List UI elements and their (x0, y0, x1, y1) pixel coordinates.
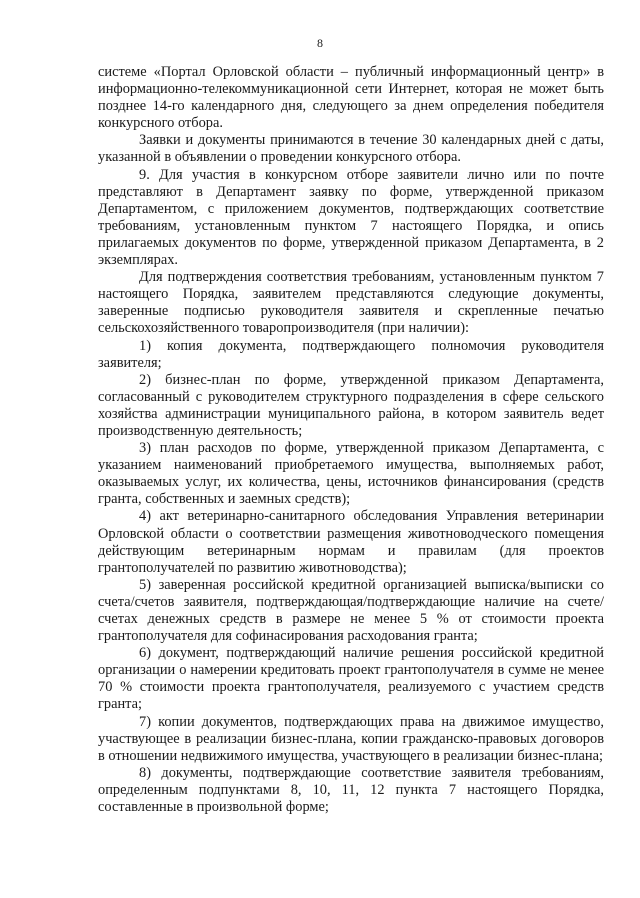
list-item-3: 3) план расходов по форме, утвержденной приказом Департамента, с указанием наименований приобретаемого имущества, выполняемых работ, оказываемых услуг, их количества, цены, источников финансирования (средств гранта, собственных и заемных средств); (98, 440, 604, 508)
list-item-7: 7) копии документов, подтверждающих права на движимое имущество, участвующее в реализации бизнес-плана, копии гражданско-правовых договоров в отношении недвижимого имущества, участвующего в реализации бизнес-плана; (98, 713, 604, 764)
document-body (98, 64, 604, 816)
paragraph-submission-period: Заявки и документы принимаются в течение 30 календарных дней с даты, указанной в объявлении о проведении конкурсного отбора. (98, 132, 604, 166)
list-item-5: 5) заверенная российской кредитной организацией выписка/выписки со счета/счетов заявителя, подтверждающая/подтверждающие наличие на счете/счетах денежных средств в размере не менее 5 % от стоимости проекта грантополучателя для софинасирования расходования гранта; (98, 576, 604, 645)
list-item-6: 6) документ, подтверждающий наличие решения российской кредитной организации о намерении кредитовать проект грантополучателя в сумме не менее 70 % стоимости проекта грантополучателя, реализуемого с участием средств гранта; (98, 645, 604, 713)
list-item-2: 2) бизнес-план по форме, утвержденной приказом Департамента, согласованный с руководителем структурного подразделения в сфере сельского хозяйства администрации муниципального района, в котором заявитель ведет производственную деятельность; (98, 371, 604, 439)
page-number: 8 (317, 36, 323, 50)
list-item-1: 1) копия документа, подтверждающего полномочия руководителя заявителя; (98, 337, 604, 371)
list-item-8: 8) документы, подтверждающие соответствие заявителя требованиям, определенным подпунктами 8, 10, 11, 12 пункта 7 настоящего Порядка, составленные в произвольной форме; (98, 764, 604, 816)
paragraph-documents-intro: Для подтверждения соответствия требованиям, установленным пунктом 7 настоящего Порядка, заявителем представляются следующие документы, заверенные подписью руководителя заявителя и скрепленные печатью сельскохозяйственного товаропроизводителя (при наличии): (98, 269, 604, 337)
list-item-4: 4) акт ветеринарно-санитарного обследования Управления ветеринарии Орловской области о соответствии размещения животноводческого помещения действующим ветеринарным нормам и правилам (для проектов грантополучателей по развитию животноводства); (98, 508, 604, 576)
paragraph-item-9: 9. Для участия в конкурсном отборе заявители лично или по почте представляют в Департамент заявку по форме, утвержденной приказом Департаментом, с приложением документов, подтверждающих соответствие требованиям, установленным пунктом 7 настоящего Порядка, и опись прилагаемых документов по форме, утвержденной приказом Департамента, в 2 экземплярах. (98, 166, 604, 269)
paragraph-continuation: системе «Портал Орловской области – публичный информационный центр» в информационно-телекоммуникационной сети Интернет, которая не может быть позднее 14-го календарного дня, следующего за днем определения победителя конкурсного отбора. (98, 64, 604, 132)
